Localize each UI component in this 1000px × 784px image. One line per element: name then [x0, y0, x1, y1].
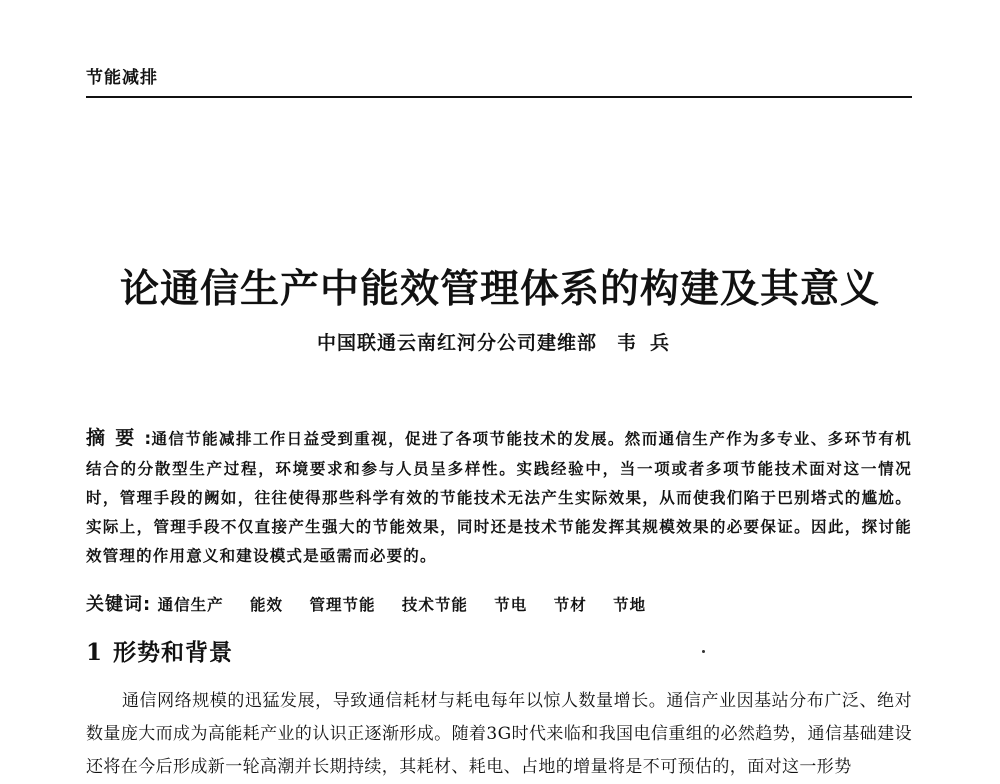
author-affiliation: 中国联通云南红河分公司建维部	[316, 332, 597, 354]
abstract-label: 摘要	[86, 427, 145, 449]
abstract	[86, 424, 912, 570]
byline	[0, 328, 1000, 355]
section-title: 形势和背景	[113, 640, 234, 666]
running-header-section-tag: 节能减排	[86, 68, 158, 88]
keywords-line	[86, 590, 912, 616]
author-name: 韦兵	[617, 332, 684, 354]
scan-dot	[702, 650, 705, 653]
header-rule	[86, 96, 912, 98]
keyword: 技术节能	[401, 595, 468, 614]
article-title: 论通信生产中能效管理体系的构建及其意义	[119, 267, 880, 312]
abstract-text: 通信节能减排工作日益受到重视，促进了各项节能技术的发展。然而通信生产作为多专业、多环节有机结合的分散型生产过程，环境要求和参与人员呈多样性。实践经验中，当一项或者多项节能技术面对这一情况时，管理手段的阙如，往往使得那些科学有效的节能技术无法产生实际效果，从而使我们陷于巴别塔式的尴尬。实际上，管理手段不仅直接产生强大的节能效果，同时还是技术节能发挥其规模效果的必要保证。因此，探讨能效管理的作用意义和建设模式是亟需而必要的。	[86, 429, 912, 565]
keyword: 节电	[494, 595, 528, 614]
abstract-label-colon: :	[144, 429, 152, 449]
keyword: 节材	[553, 595, 587, 614]
section-heading	[86, 634, 233, 667]
section-number: 1	[86, 639, 104, 666]
keyword: 能效	[250, 595, 284, 614]
keyword: 节地	[613, 595, 647, 614]
keyword: 通信生产	[157, 595, 224, 614]
keywords-label: 关键词:	[86, 594, 152, 615]
body-paragraph: 通信网络规模的迅猛发展，导致通信耗材与耗电每年以惊人数量增长。通信产业因基站分布广泛、绝对数量庞大而成为高能耗产业的认识正逐渐形成。随着3G时代来临和我国电信重组的必然趋势，通信基础建设还将在今后形成新一轮高潮并长期持续，其耗材、耗电、占地的增量将是不可预估的，面对这一形势	[86, 691, 912, 777]
keyword: 管理节能	[309, 595, 376, 614]
